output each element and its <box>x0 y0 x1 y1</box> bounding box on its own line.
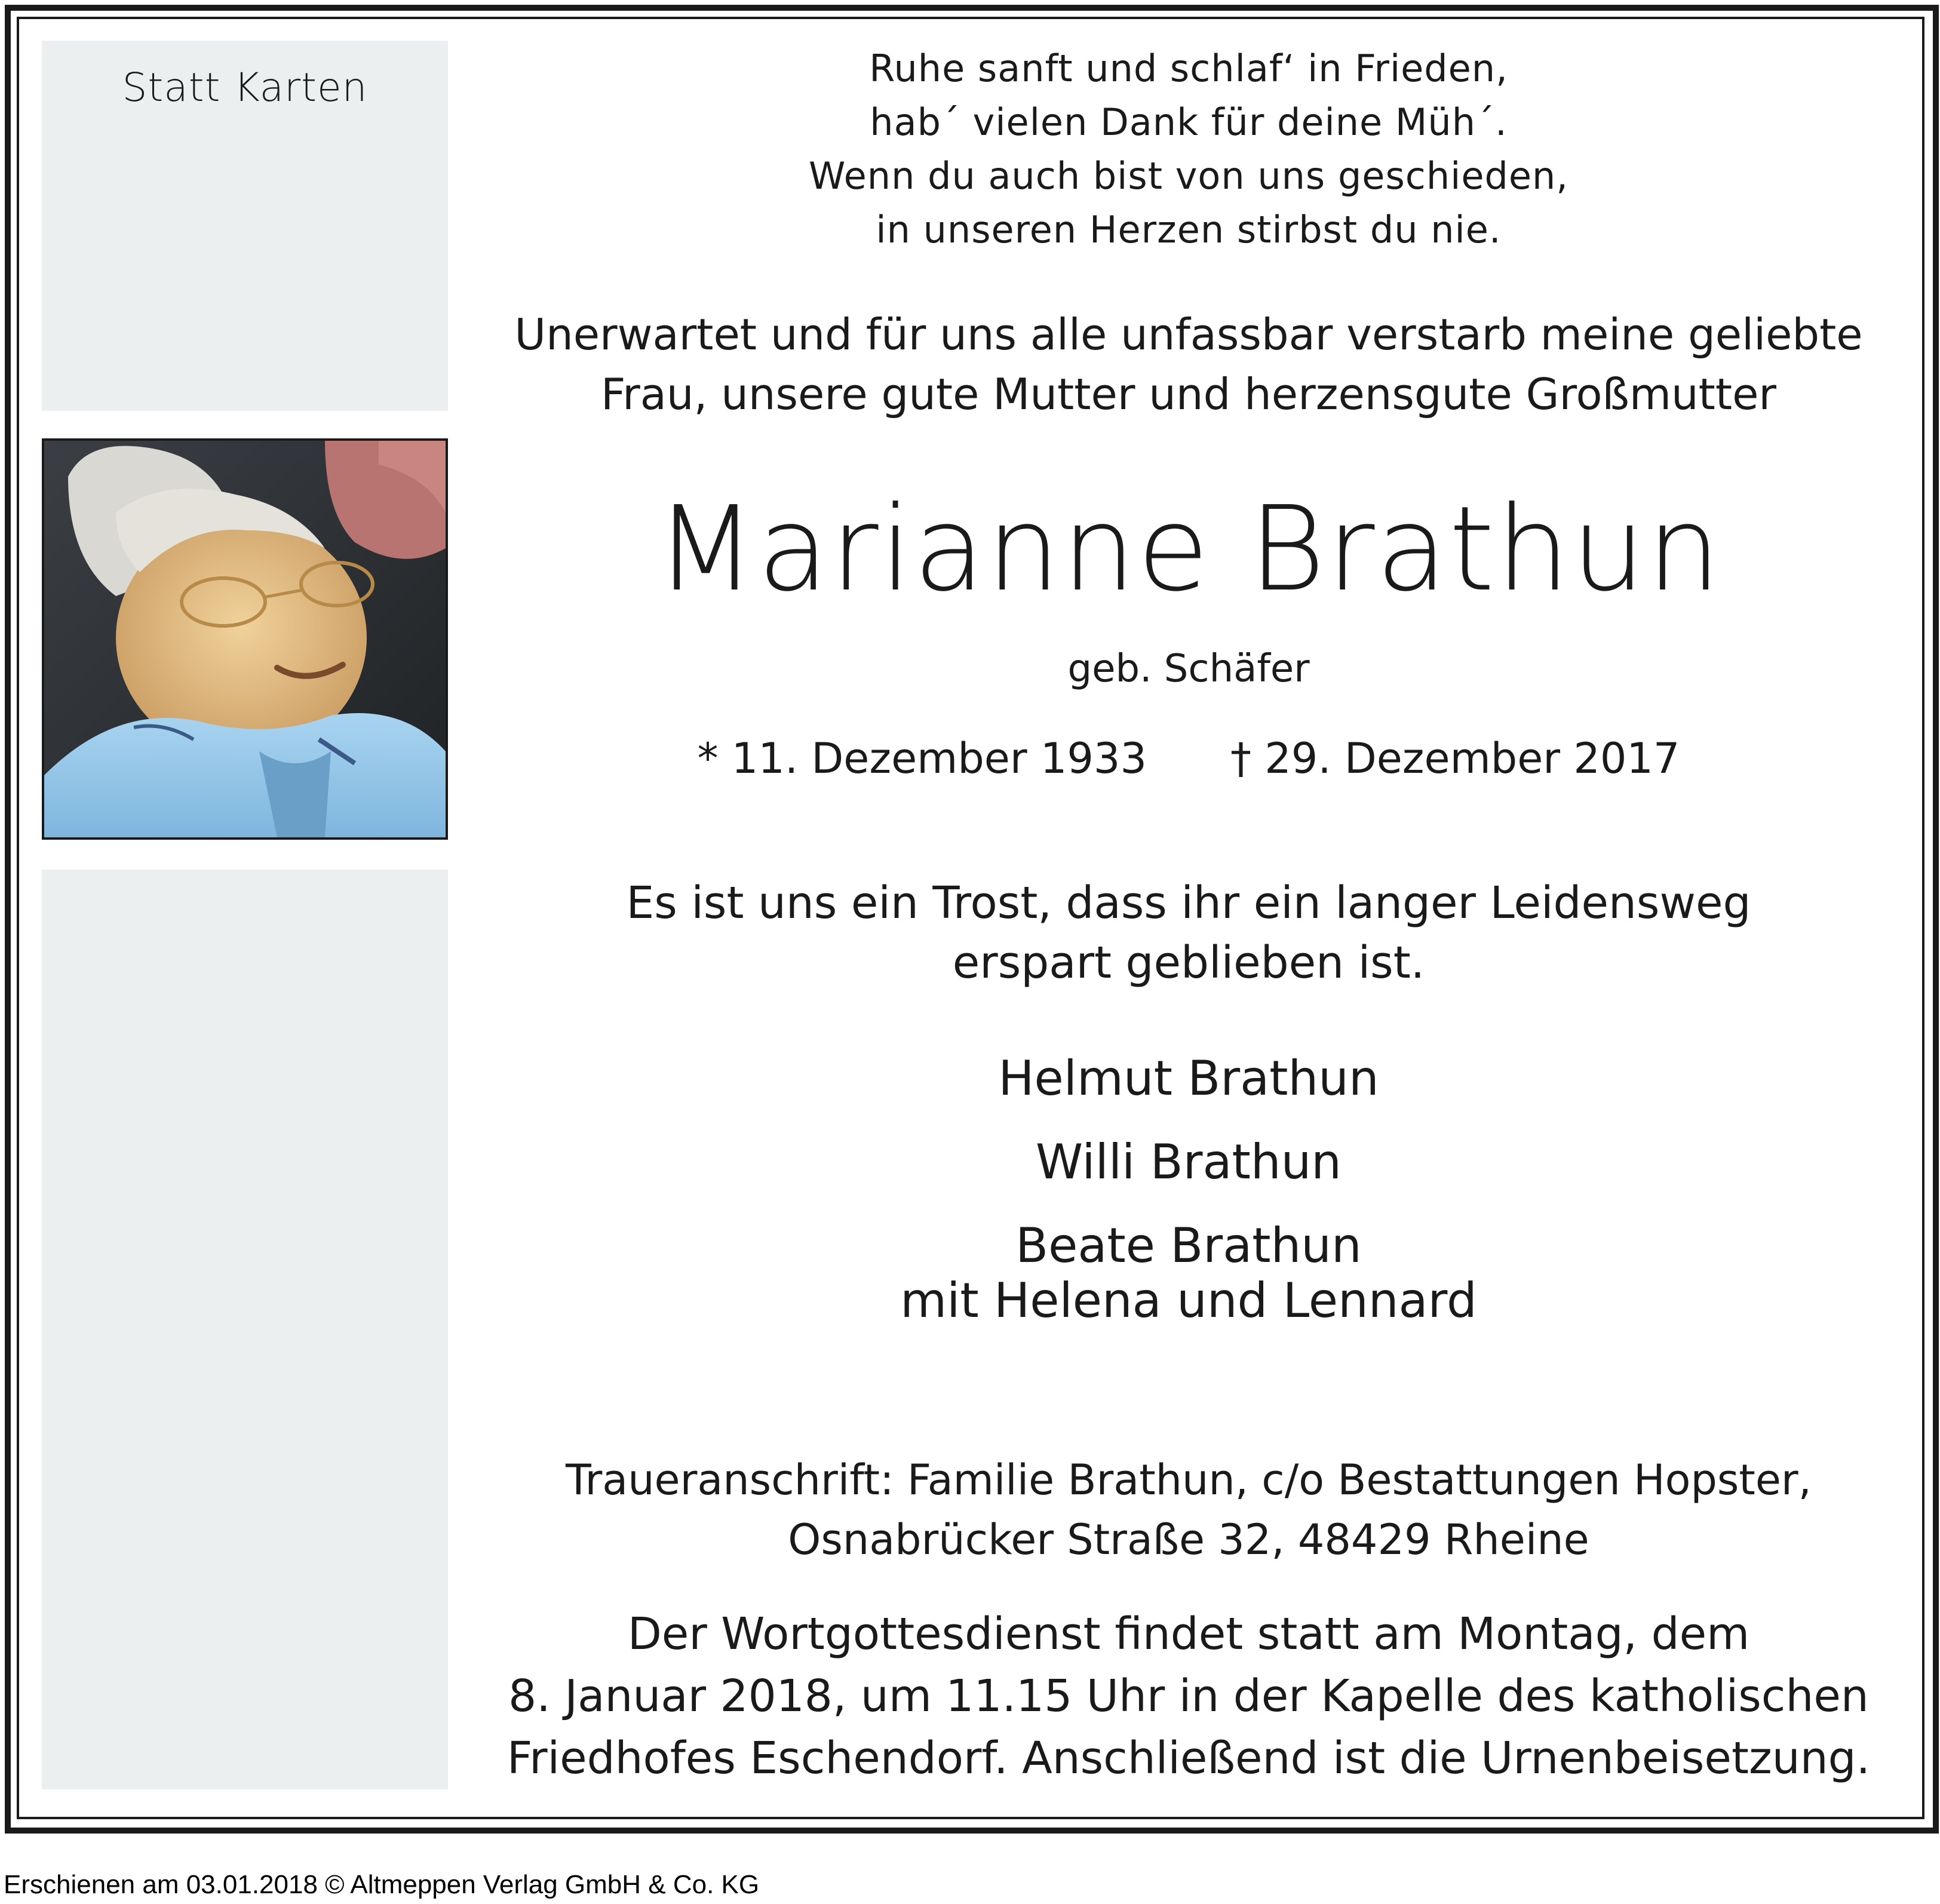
consolation-text <box>472 873 1905 993</box>
side-panel-top <box>42 41 448 411</box>
side-panel-bottom <box>42 870 448 1789</box>
birth-date: * 11. Dezember 1933 <box>697 734 1147 783</box>
maiden-name: geb. Schäfer <box>1067 647 1310 691</box>
poem-line: hab´ vielen Dank für deine Müh´. <box>870 100 1508 144</box>
portrait-photo <box>42 438 448 840</box>
intro-line: Unerwartet und für uns alle unfassbar verstarb meine geliebte <box>514 309 1863 360</box>
consolation-line: Es ist uns ein Trost, dass ihr ein langer Leidensweg <box>626 877 1751 929</box>
poem-line: Wenn du auch bist von uns geschieden, <box>808 154 1569 198</box>
mourners-list <box>472 1051 1905 1328</box>
publication-footer: Erschienen am 03.01.2018 © Altmeppen Verlag GmbH & Co. KG <box>4 1870 760 1899</box>
statt-karten-label: Statt Karten <box>122 65 368 110</box>
mourner-name: Willi Brathun <box>1036 1134 1342 1190</box>
poem-line: in unseren Herzen stirbst du nie. <box>876 208 1502 251</box>
poem <box>472 42 1905 257</box>
portrait-illustration <box>44 441 446 837</box>
poem-line: Ruhe sanft und schlaf‘ in Frieden, <box>869 47 1508 90</box>
address-line: Traueranschrift: Familie Brathun, c/o Bestattungen Hopster, <box>566 1455 1812 1504</box>
intro-line: Frau, unsere gute Mutter und herzensgute Großmutter <box>600 369 1777 419</box>
service-info <box>472 1603 1905 1789</box>
mourning-address <box>472 1450 1905 1570</box>
deceased-name: Marianne Brathun <box>655 481 1723 618</box>
service-line: 8. Januar 2018, um 11.15 Uhr in der Kapelle des katholischen <box>508 1670 1869 1722</box>
death-date: † 29. Dezember 2017 <box>1230 734 1680 783</box>
mourner-name: Beate Brathun <box>1015 1218 1362 1273</box>
mourner-name: Helmut Brathun <box>998 1051 1379 1106</box>
mourner-name: mit Helena und Lennard <box>900 1273 1477 1328</box>
address-line: Osnabrücker Straße 32, 48429 Rheine <box>788 1515 1589 1564</box>
service-line: Der Wortgottesdienst findet statt am Montag, dem <box>627 1608 1750 1660</box>
consolation-line: erspart geblieben ist. <box>952 937 1425 988</box>
service-line: Friedhofes Eschendorf. Anschließend ist die Urnenbeisetzung. <box>507 1733 1871 1784</box>
intro-text <box>472 305 1905 424</box>
life-dates <box>472 735 1905 782</box>
